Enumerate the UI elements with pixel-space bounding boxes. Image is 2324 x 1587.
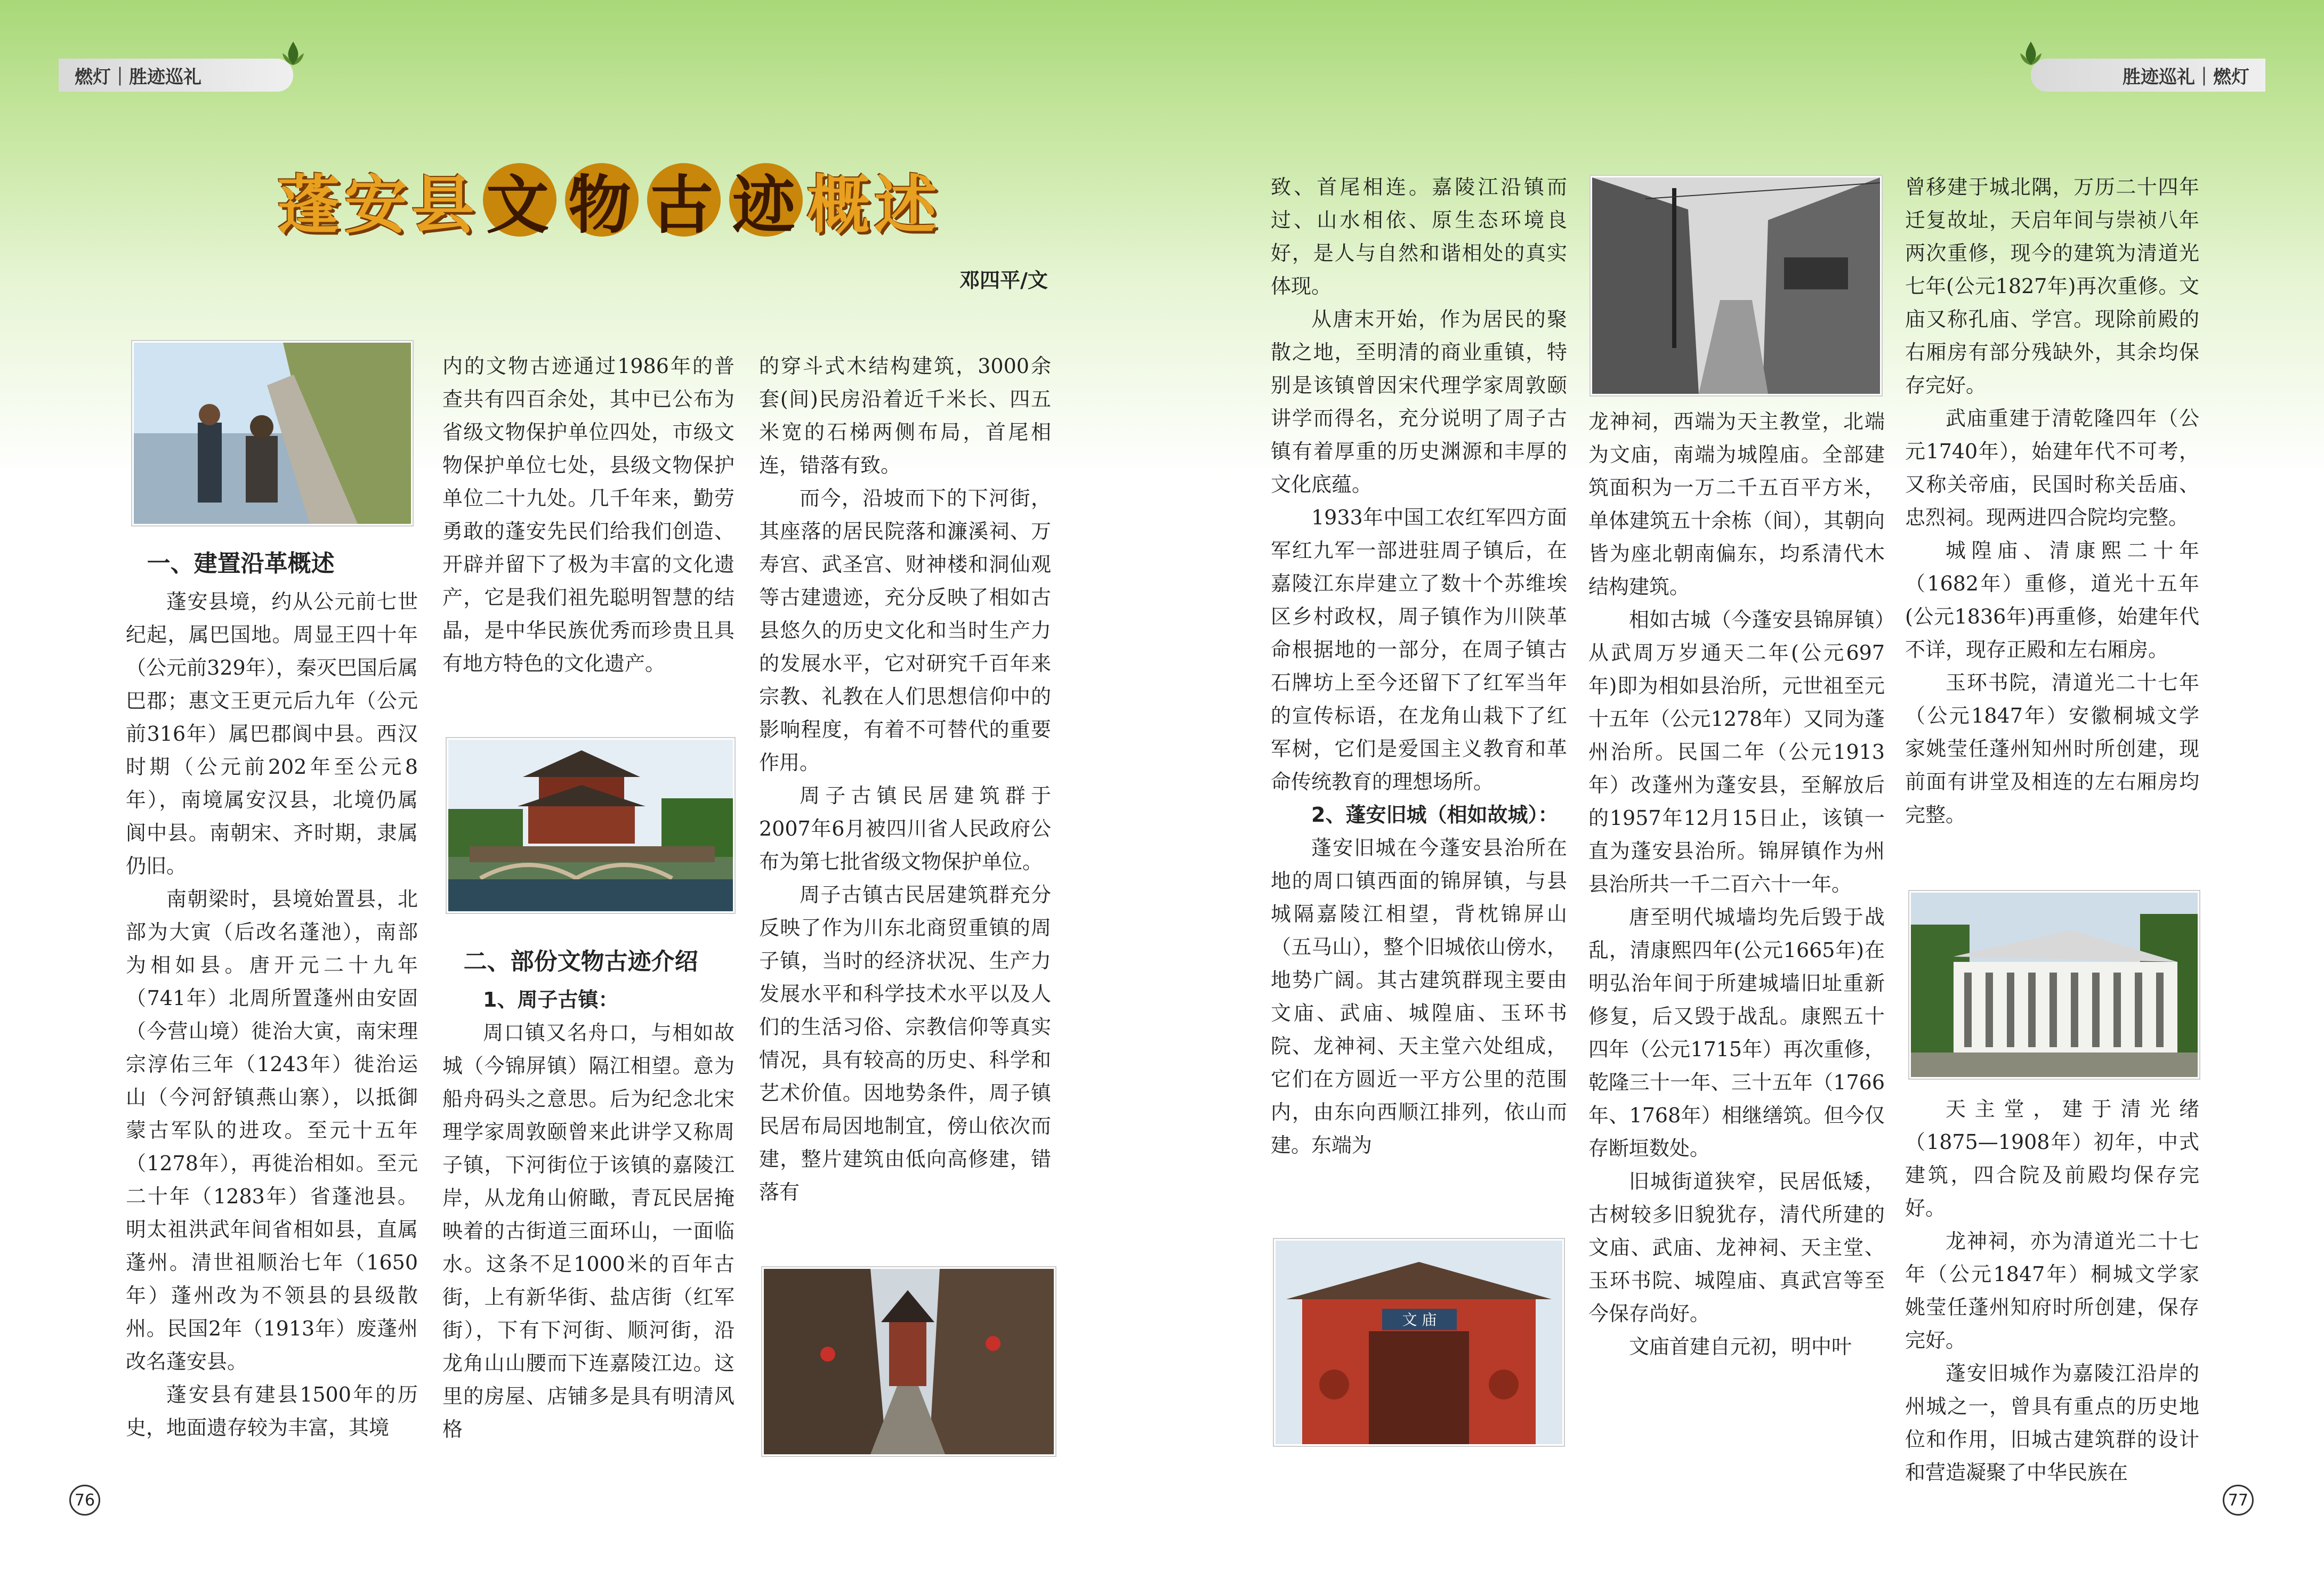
lotus-ornament-icon <box>277 37 309 69</box>
section-heading: 一、建置沿革概述 <box>147 550 335 577</box>
paragraph: 蓬安县境，约从公元前七世纪起，属巴国地。周显王四十年（公元前329年），秦灭巴国后属巴郡；惠文王更元后九年（公元前316年）属巴郡阆中县。西汉时期（公元前202年至公元8年），南境属安汉县，北境仍属阆中县。南朝宋、齐时期，隶属仍旧。 <box>126 590 418 878</box>
page-number-right: 77 <box>2223 1485 2254 1516</box>
photo-confucius-temple-gate <box>1274 1239 1564 1446</box>
paragraph: 蓬安旧城在今蓬安县治所在地的周口镇西面的锦屏镇，与县城隔嘉陵江相望，背枕锦屏山（五马山），整个旧城依山傍水，地势广阔。其古建筑群现主要由文庙、武庙、城隍庙、玉环书院、龙神祠、天主堂六处组成，它们在方圆近一平方公里的范围内，由东向西顺江排列，依山而建。东端为 <box>1271 836 1567 1157</box>
paragraph: 龙神祠，西端为天主教堂，北端为文庙，南端为城隍庙。全部建筑面积为一万二千五百平方米，单体建筑五十余栋（间），其朝向皆为座北朝南偏东，均系清代木结构建筑。 <box>1588 410 1885 598</box>
paragraph: 城隍庙、清康熙二十年（1682年）重修，道光十五年(公元1836年)再重修，始建年代不详，现存正殿和左右厢房。 <box>1905 539 2199 661</box>
lotus-ornament-icon <box>2015 37 2047 69</box>
paragraph: 的穿斗式木结构建筑，3000余套(间)民房沿着近千米长、四五米宽的石梯两侧布局，首尾相连，错落有致。 <box>759 354 1051 477</box>
paragraph: 南朝梁时，县境始置县，北部为大寅（后改名蓬池），南部为相如县。唐开元二十九年（741年）北周所置蓬州由安固（今营山境）徙治大寅，南宋理宗淳佑三年（1243年）徙治运山（今河舒镇燕山寨），以抵御蒙古军队的进攻。至元十五年（1278年），再徙治相如。至元二十年（1283年）省蓬池县。明太祖洪武年间省相如县，直属蓬州。清世祖顺治七年（1650年）蓬州改为不领县的县级散州。民国2年（1913年）废蓬州改名蓬安县。 <box>126 887 418 1373</box>
paragraph: 蓬安县有建县1500年的历史，地面遗存较为丰富，其境 <box>126 1383 418 1439</box>
title-part1: 蓬安县 <box>277 168 479 242</box>
running-header-right <box>2031 59 2265 92</box>
title-char-circle: 物 <box>565 163 639 237</box>
paragraph: 周子古镇古民居建筑群充分反映了作为川东北商贸重镇的周子镇，当时的经济状况、生产力发展水平和科学技术水平以及人们的生活习俗、宗教信仰等真实情况，具有较高的历史、科学和艺术价值。因地势条件，周子镇民居布局因地制宜，傍山依次而建，整片建筑由低向高修建，错落有 <box>759 883 1051 1204</box>
subsection-heading: 2、蓬安旧城（相如故城）： <box>1311 803 1559 827</box>
author-byline: 邓四平/文 <box>959 269 1048 292</box>
running-header-left <box>59 59 293 92</box>
photo-white-colonnade-building <box>1909 891 2199 1079</box>
text-column-6 <box>1905 171 2199 831</box>
paragraph: 内的文物古迹通过1986年的普查共有四百余处，其中已公布为省级文物保护单位四处，市级文物保护单位七处，县级文物保护单位二十九处。几千年来，勤劳勇敢的蓬安先民们给我们创造、开辟并留下了极为丰富的文化遗产，它是我们祖先聪明智慧的结晶，是中华民族优秀而珍贵且具有地方特色的文化遗产。 <box>442 354 735 675</box>
paragraph: 1933年中国工农红军四方面军红九军一部进驻周子镇后，在嘉陵江东岸建立了数十个苏维埃区乡村政权，周子镇作为川陕革命根据地的一部分，在周子镇古石牌坊上至今还留下了红军当年的宣传标语，在龙角山栽下了红军树，它们是爱国主义教育和革命传统教育的理想场所。 <box>1271 506 1567 793</box>
paragraph: 武庙重建于清乾隆四年（公元1740年），始建年代不可考，又称关帝庙，民国时称关岳庙、忠烈祠。现两进四合院均完整。 <box>1905 407 2199 529</box>
text-column-2 <box>442 350 735 680</box>
text-column-2-lower <box>442 941 735 1446</box>
photo-old-street-tower <box>762 1267 1055 1456</box>
text-column-6-lower <box>1905 1092 2199 1489</box>
paragraph: 唐至明代城墙均先后毁于战乱，清康熙四年(公元1665年)在明弘治年间于所建城墙旧址重新修复，后又毁于战乱。康熙五十四年（公元1715年）再次重修，乾隆三十一年、三十五年（1766年、1768年）相继缮筑。但今仅存断垣数处。 <box>1588 905 1885 1160</box>
paragraph: 致、首尾相连。嘉陵江沿镇而过、山水相依、原生态环境良好，是人与自然和谐相处的真实体现。 <box>1271 175 1567 298</box>
article-title <box>277 160 941 240</box>
paragraph: 曾移建于城北隅，万历二十四年迁复故址，天启年间与崇祯八年两次重修，现今的建筑为清道光七年(公元1827年)再次重修。文庙又称孔庙、学宫。现除前殿的右厢房有部分残缺外，其余均保存完好。 <box>1905 175 2199 397</box>
photo-people-steps <box>132 341 413 525</box>
paragraph: 玉环书院，清道光二十七年（公元1847年）安徽桐城文学家姚莹任蓬州知州时所创建，现前面有讲堂及相连的左右厢房均完整。 <box>1905 671 2199 827</box>
paragraph: 蓬安旧城作为嘉陵江沿岸的州城之一，曾具有重点的历史地位和作用，旧城古建筑群的设计和营造凝聚了中华民族在 <box>1905 1362 2199 1484</box>
header-left-text: 燃灯｜胜迹巡礼 <box>75 66 201 88</box>
photo-bw-street <box>1591 176 1882 395</box>
paragraph: 周口镇又名舟口，与相如故城（今锦屏镇）隔江相望。意为船舟码头之意思。后为纪念北宋理学家周敦颐曾来此讲学又称周子镇，下河街位于该镇的嘉陵江岸，从龙角山俯瞰，青瓦民居掩映着的古街道三面环山，一面临水。这条不足1000米的百年古街，上有新华街、盐店街（红军街），下有下河街、顺河街，沿龙角山山腰而下连嘉陵江边。这里的房屋、店铺多是具有明清风格 <box>442 1021 735 1441</box>
paragraph: 旧城街道狭窄，民居低矮，古树较多旧貌犹存，清代所建的文庙、武庙、龙神祠、天主堂、玉环书院、城隍庙、真武宫等至今保存尚好。 <box>1588 1170 1885 1325</box>
paragraph: 相如古城（今蓬安县锦屏镇）从武周万岁通天二年(公元697年)即为相如县治所，元世祖至元十五年（公元1278年）又同为蓬州治所。民国二年（公元1913年）改蓬州为蓬安县，至解放后的1957年12月15日止，该镇一直为蓬安县治所。锦屏镇作为州县治所共一千二百六十一年。 <box>1588 608 1885 896</box>
title-char-circle: 迹 <box>729 163 803 237</box>
text-column-5 <box>1588 405 1885 1363</box>
paragraph: 龙神祠，亦为清道光二十七年（公元1847年）桐城文学家姚莹任蓬州知府时所创建，保存完好。 <box>1905 1229 2199 1352</box>
title-part2: 概述 <box>807 168 942 242</box>
subsection-heading: 1、周子古镇： <box>483 988 619 1011</box>
paragraph: 天主堂，建于清光绪（1875—1908年）初年，中式建筑，四合院及前殿均保存完好。 <box>1905 1097 2199 1220</box>
temple-plaque-text: 文 庙 <box>1402 1311 1437 1329</box>
paragraph: 周子古镇民居建筑群于2007年6月被四川省人民政府公布为第七批省级文物保护单位。 <box>759 784 1051 873</box>
title-char-circle: 文 <box>483 163 556 237</box>
text-column-3 <box>759 350 1051 1209</box>
text-column-1 <box>126 543 418 1444</box>
paragraph: 从唐末开始，作为居民的聚散之地，至明清的商业重镇，特别是该镇曾因宋代理学家周敦颐讲学而得名，充分说明了周子古镇有着厚重的历史渊源和丰厚的文化底蕴。 <box>1271 307 1567 496</box>
text-column-4 <box>1271 171 1567 1162</box>
photo-pavilion-bridge <box>447 738 735 913</box>
header-right-text: 胜迹巡礼｜燃灯 <box>2123 66 2249 88</box>
section-heading: 二、部份文物古迹介绍 <box>463 948 698 975</box>
paragraph: 而今，沿坡而下的下河街，其座落的居民院落和濂溪祠、万寿宫、武圣宫、财神楼和洞仙观等古建遗迹，充分反映了相如古县悠久的历史文化和当时生产力的发展水平，它对研究千百年来宗教、礼教在人们思想信仰中的影响程度，有着不可替代的重要作用。 <box>759 487 1051 774</box>
title-char-circle: 古 <box>647 163 721 237</box>
paragraph: 文庙首建自元初，明中叶 <box>1629 1335 1852 1358</box>
page-number-left: 76 <box>69 1485 100 1516</box>
